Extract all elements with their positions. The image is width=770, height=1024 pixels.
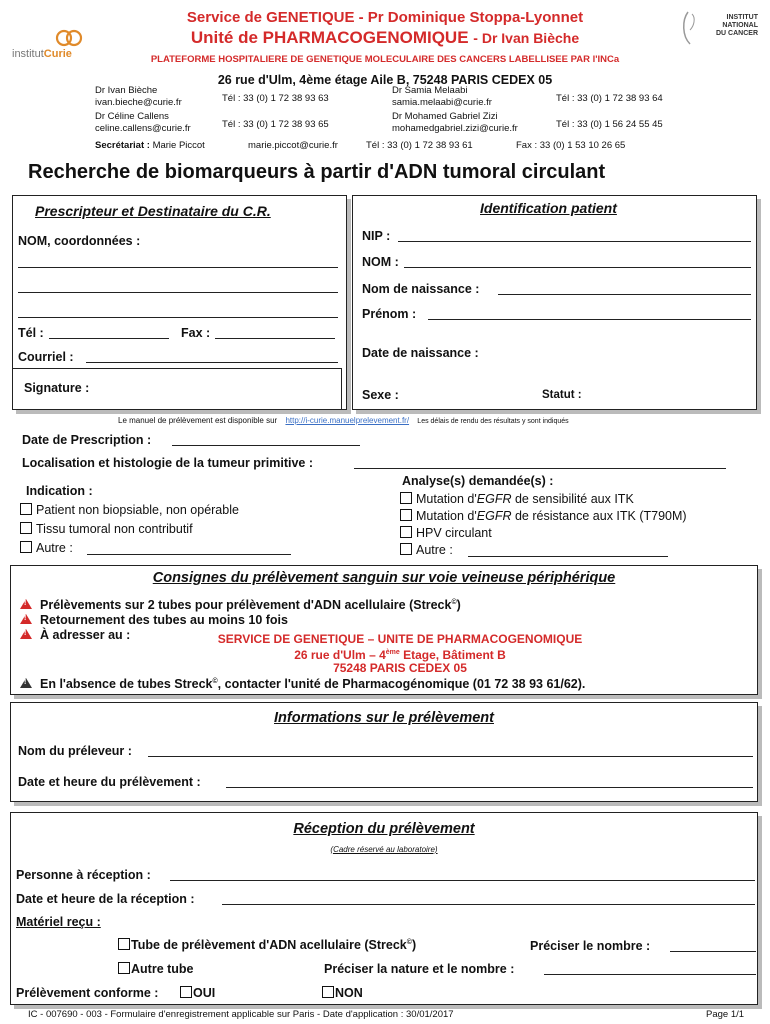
manuel-note: Le manuel de prélèvement est disponible sur http://i-curie.manuelprelevement.fr/ Les délais de rendu des résultats y sont indiqués bbox=[118, 416, 569, 425]
page-title: Recherche de biomarqueurs à partir d'ADN tumoral circulant bbox=[28, 161, 606, 183]
contact-bieche: Dr Ivan Bièche ivan.bieche@curie.fr bbox=[95, 85, 182, 108]
consigne-1: !Prélèvements sur 2 tubes pour prélèvement d'ADN acellulaire (Streck©) bbox=[20, 598, 461, 612]
prescripteur-nom-line2[interactable] bbox=[18, 282, 338, 293]
preciser-nature-field[interactable] bbox=[544, 964, 756, 975]
analyse-checkbox-2[interactable] bbox=[400, 509, 412, 521]
curie-logo-text: institutCurie bbox=[12, 48, 72, 60]
signature-label: Signature : bbox=[24, 381, 90, 395]
date-prescription-label: Date de Prescription : bbox=[22, 433, 152, 447]
materiel-recu-label: Matériel reçu : bbox=[16, 915, 101, 929]
curie-logo bbox=[12, 26, 94, 72]
reception-personne-field[interactable] bbox=[170, 870, 755, 881]
conforme-oui-checkbox[interactable] bbox=[180, 986, 192, 998]
analyse-option-1[interactable]: Mutation d'EGFR de sensibilité aux ITK bbox=[400, 492, 634, 506]
patient-date-naissance-label: Date de naissance : bbox=[362, 346, 479, 360]
warning-icon bbox=[20, 678, 32, 688]
analyse-checkbox-3[interactable] bbox=[400, 526, 412, 538]
prescripteur-nom-label: NOM, coordonnées : bbox=[18, 234, 141, 248]
conforme-label: Prélèvement conforme : bbox=[16, 986, 159, 1000]
indication-option-2[interactable]: Tissu tumoral non contributif bbox=[20, 522, 193, 536]
contact-melaabi-tel: Tél : 33 (0) 1 72 38 93 64 bbox=[556, 93, 663, 104]
indication-option-1[interactable]: Patient non biopsiable, non opérable bbox=[20, 503, 239, 517]
date-prescription-field[interactable] bbox=[172, 435, 360, 446]
contact-melaabi: Dr Samia Melaabi samia.melaabi@curie.fr bbox=[392, 85, 492, 108]
patient-nom-label: NOM : bbox=[362, 255, 399, 269]
consigne-2: !Retournement des tubes au moins 10 fois bbox=[20, 613, 288, 627]
indication-title: Indication : bbox=[26, 484, 93, 498]
contact-zizi-tel: Tél : 33 (0) 1 56 24 55 45 bbox=[556, 119, 663, 130]
patient-title: Identification patient bbox=[480, 200, 617, 216]
preciser-nature-label: Préciser la nature et le nombre : bbox=[324, 962, 515, 976]
inca-logo: INSTITUT NATIONAL DU CANCER bbox=[680, 8, 760, 50]
reception-date-label: Date et heure de la réception : bbox=[16, 892, 195, 906]
localisation-field[interactable] bbox=[354, 458, 726, 469]
prescripteur-courriel-field[interactable] bbox=[86, 352, 338, 363]
conforme-non[interactable]: NON bbox=[322, 986, 363, 1000]
prescripteur-nom-line1[interactable] bbox=[18, 257, 338, 268]
materiel-tube-streck[interactable]: Tube de prélèvement d'ADN acellulaire (Streck©) bbox=[118, 938, 416, 952]
indication-checkbox-1[interactable] bbox=[20, 503, 32, 515]
indication-checkbox-3[interactable] bbox=[20, 541, 32, 553]
header-unite: Unité de PHARMACOGENOMIQUE - Dr Ivan Bièche bbox=[190, 28, 580, 47]
analyse-option-2[interactable]: Mutation d'EGFR de résistance aux ITK (T790M) bbox=[400, 509, 687, 523]
contact-zizi: Dr Mohamed Gabriel Zizi mohamedgabriel.zizi@curie.fr bbox=[392, 111, 518, 134]
contact-bieche-tel: Tél : 33 (0) 1 72 38 93 63 bbox=[222, 93, 329, 104]
patient-box bbox=[352, 195, 757, 410]
consigne-4: !En l'absence de tubes Streck©, contacter l'unité de Pharmacogénomique (01 72 38 93 61/62). bbox=[20, 677, 585, 691]
prescripteur-fax-label: Fax : bbox=[181, 326, 211, 340]
analyse-option-4[interactable]: Autre : bbox=[400, 543, 453, 557]
manuel-link[interactable]: http://i-curie.manuelprelevement.fr/ bbox=[285, 416, 410, 425]
warning-icon bbox=[20, 629, 32, 639]
secretariat-email: marie.piccot@curie.fr bbox=[248, 140, 338, 151]
consigne-3: !À adresser au : bbox=[20, 628, 130, 642]
consignes-title: Consignes du prélèvement sanguin sur voie veineuse périphérique bbox=[152, 570, 616, 586]
materiel-autre-tube[interactable]: Autre tube bbox=[118, 962, 194, 976]
date-prelevement-label: Date et heure du prélèvement : bbox=[18, 775, 201, 789]
prescripteur-courriel-label: Courriel : bbox=[18, 350, 74, 364]
secretariat: Secrétariat : Marie Piccot bbox=[95, 140, 205, 151]
prescripteur-fax-field[interactable] bbox=[215, 328, 335, 339]
contact-callens: Dr Céline Callens celine.callens@curie.fr bbox=[95, 111, 191, 134]
patient-nip-field[interactable] bbox=[398, 231, 751, 242]
patient-nom-naissance-field[interactable] bbox=[498, 284, 751, 295]
patient-nip-label: NIP : bbox=[362, 229, 391, 243]
reception-title: Réception du prélèvement bbox=[293, 821, 475, 837]
prescripteur-title: Prescripteur et Destinataire du C.R. bbox=[35, 203, 271, 219]
indication-autre-field[interactable] bbox=[87, 544, 291, 555]
autre-tube-checkbox[interactable] bbox=[118, 962, 130, 974]
indication-option-3[interactable]: Autre : bbox=[20, 541, 73, 555]
patient-prenom-field[interactable] bbox=[428, 309, 751, 320]
infos-title: Informations sur le prélèvement bbox=[274, 710, 494, 726]
prescripteur-nom-line3[interactable] bbox=[18, 307, 338, 318]
patient-sexe-label: Sexe : bbox=[362, 388, 399, 402]
consigne-adresse: SERVICE DE GENETIQUE – UNITE DE PHARMACOGENOMIQUE 26 rue d'Ulm – 4ème Etage, Bâtiment B 75248 PARIS CEDEX 05 bbox=[217, 632, 583, 675]
analyse-autre-field[interactable] bbox=[468, 546, 668, 557]
prescripteur-tel-label: Tél : bbox=[18, 326, 44, 340]
preleveur-label: Nom du préleveur : bbox=[18, 744, 132, 758]
secretariat-tel: Tél : 33 (0) 1 72 38 93 61 bbox=[366, 140, 473, 151]
date-prelevement-field[interactable] bbox=[226, 777, 753, 788]
conforme-oui[interactable]: OUI bbox=[180, 986, 215, 1000]
patient-prenom-label: Prénom : bbox=[362, 307, 417, 321]
localisation-label: Localisation et histologie de la tumeur primitive : bbox=[22, 456, 314, 470]
patient-statut-label: Statut : bbox=[542, 389, 582, 401]
secretariat-fax: Fax : 33 (0) 1 53 10 26 65 bbox=[516, 140, 626, 151]
analyse-option-3[interactable]: HPV circulant bbox=[400, 526, 492, 540]
analyse-checkbox-1[interactable] bbox=[400, 492, 412, 504]
prescripteur-tel-field[interactable] bbox=[49, 328, 169, 339]
header-service: Service de GENETIQUE - Pr Dominique Stoppa-Lyonnet bbox=[186, 9, 584, 26]
conforme-non-checkbox[interactable] bbox=[322, 986, 334, 998]
header-plateforme: PLATEFORME HOSPITALIERE DE GENETIQUE MOLECULAIRE DES CANCERS LABELLISEE PAR l'INCa bbox=[150, 54, 620, 65]
preleveur-field[interactable] bbox=[148, 746, 753, 757]
patient-nom-naissance-label: Nom de naissance : bbox=[362, 282, 480, 296]
warning-icon bbox=[20, 599, 32, 609]
analyses-title: Analyse(s) demandée(s) : bbox=[402, 474, 554, 488]
reception-personne-label: Personne à réception : bbox=[16, 868, 151, 882]
header-address: 26 rue d'Ulm, 4ème étage Aile B, 75248 PARIS CEDEX 05 bbox=[217, 73, 553, 87]
patient-nom-field[interactable] bbox=[404, 257, 751, 268]
footer-reference: IC - 007690 - 003 - Formulaire d'enregistrement applicable sur Paris - Date d'application : 30/01/2017 bbox=[28, 1009, 454, 1020]
analyse-checkbox-4[interactable] bbox=[400, 543, 412, 555]
reception-box bbox=[10, 812, 758, 1005]
footer-page: Page 1/1 bbox=[706, 1009, 745, 1020]
indication-checkbox-2[interactable] bbox=[20, 522, 32, 534]
preciser-nombre-label: Préciser le nombre : bbox=[530, 939, 651, 953]
preciser-nombre-field[interactable] bbox=[670, 941, 756, 952]
reception-date-field[interactable] bbox=[222, 894, 755, 905]
contact-callens-tel: Tél : 33 (0) 1 72 38 93 65 bbox=[222, 119, 329, 130]
tube-streck-checkbox[interactable] bbox=[118, 938, 130, 950]
reception-subtitle: (Cadre réservé au laboratoire) bbox=[330, 845, 438, 854]
warning-icon bbox=[20, 614, 32, 624]
